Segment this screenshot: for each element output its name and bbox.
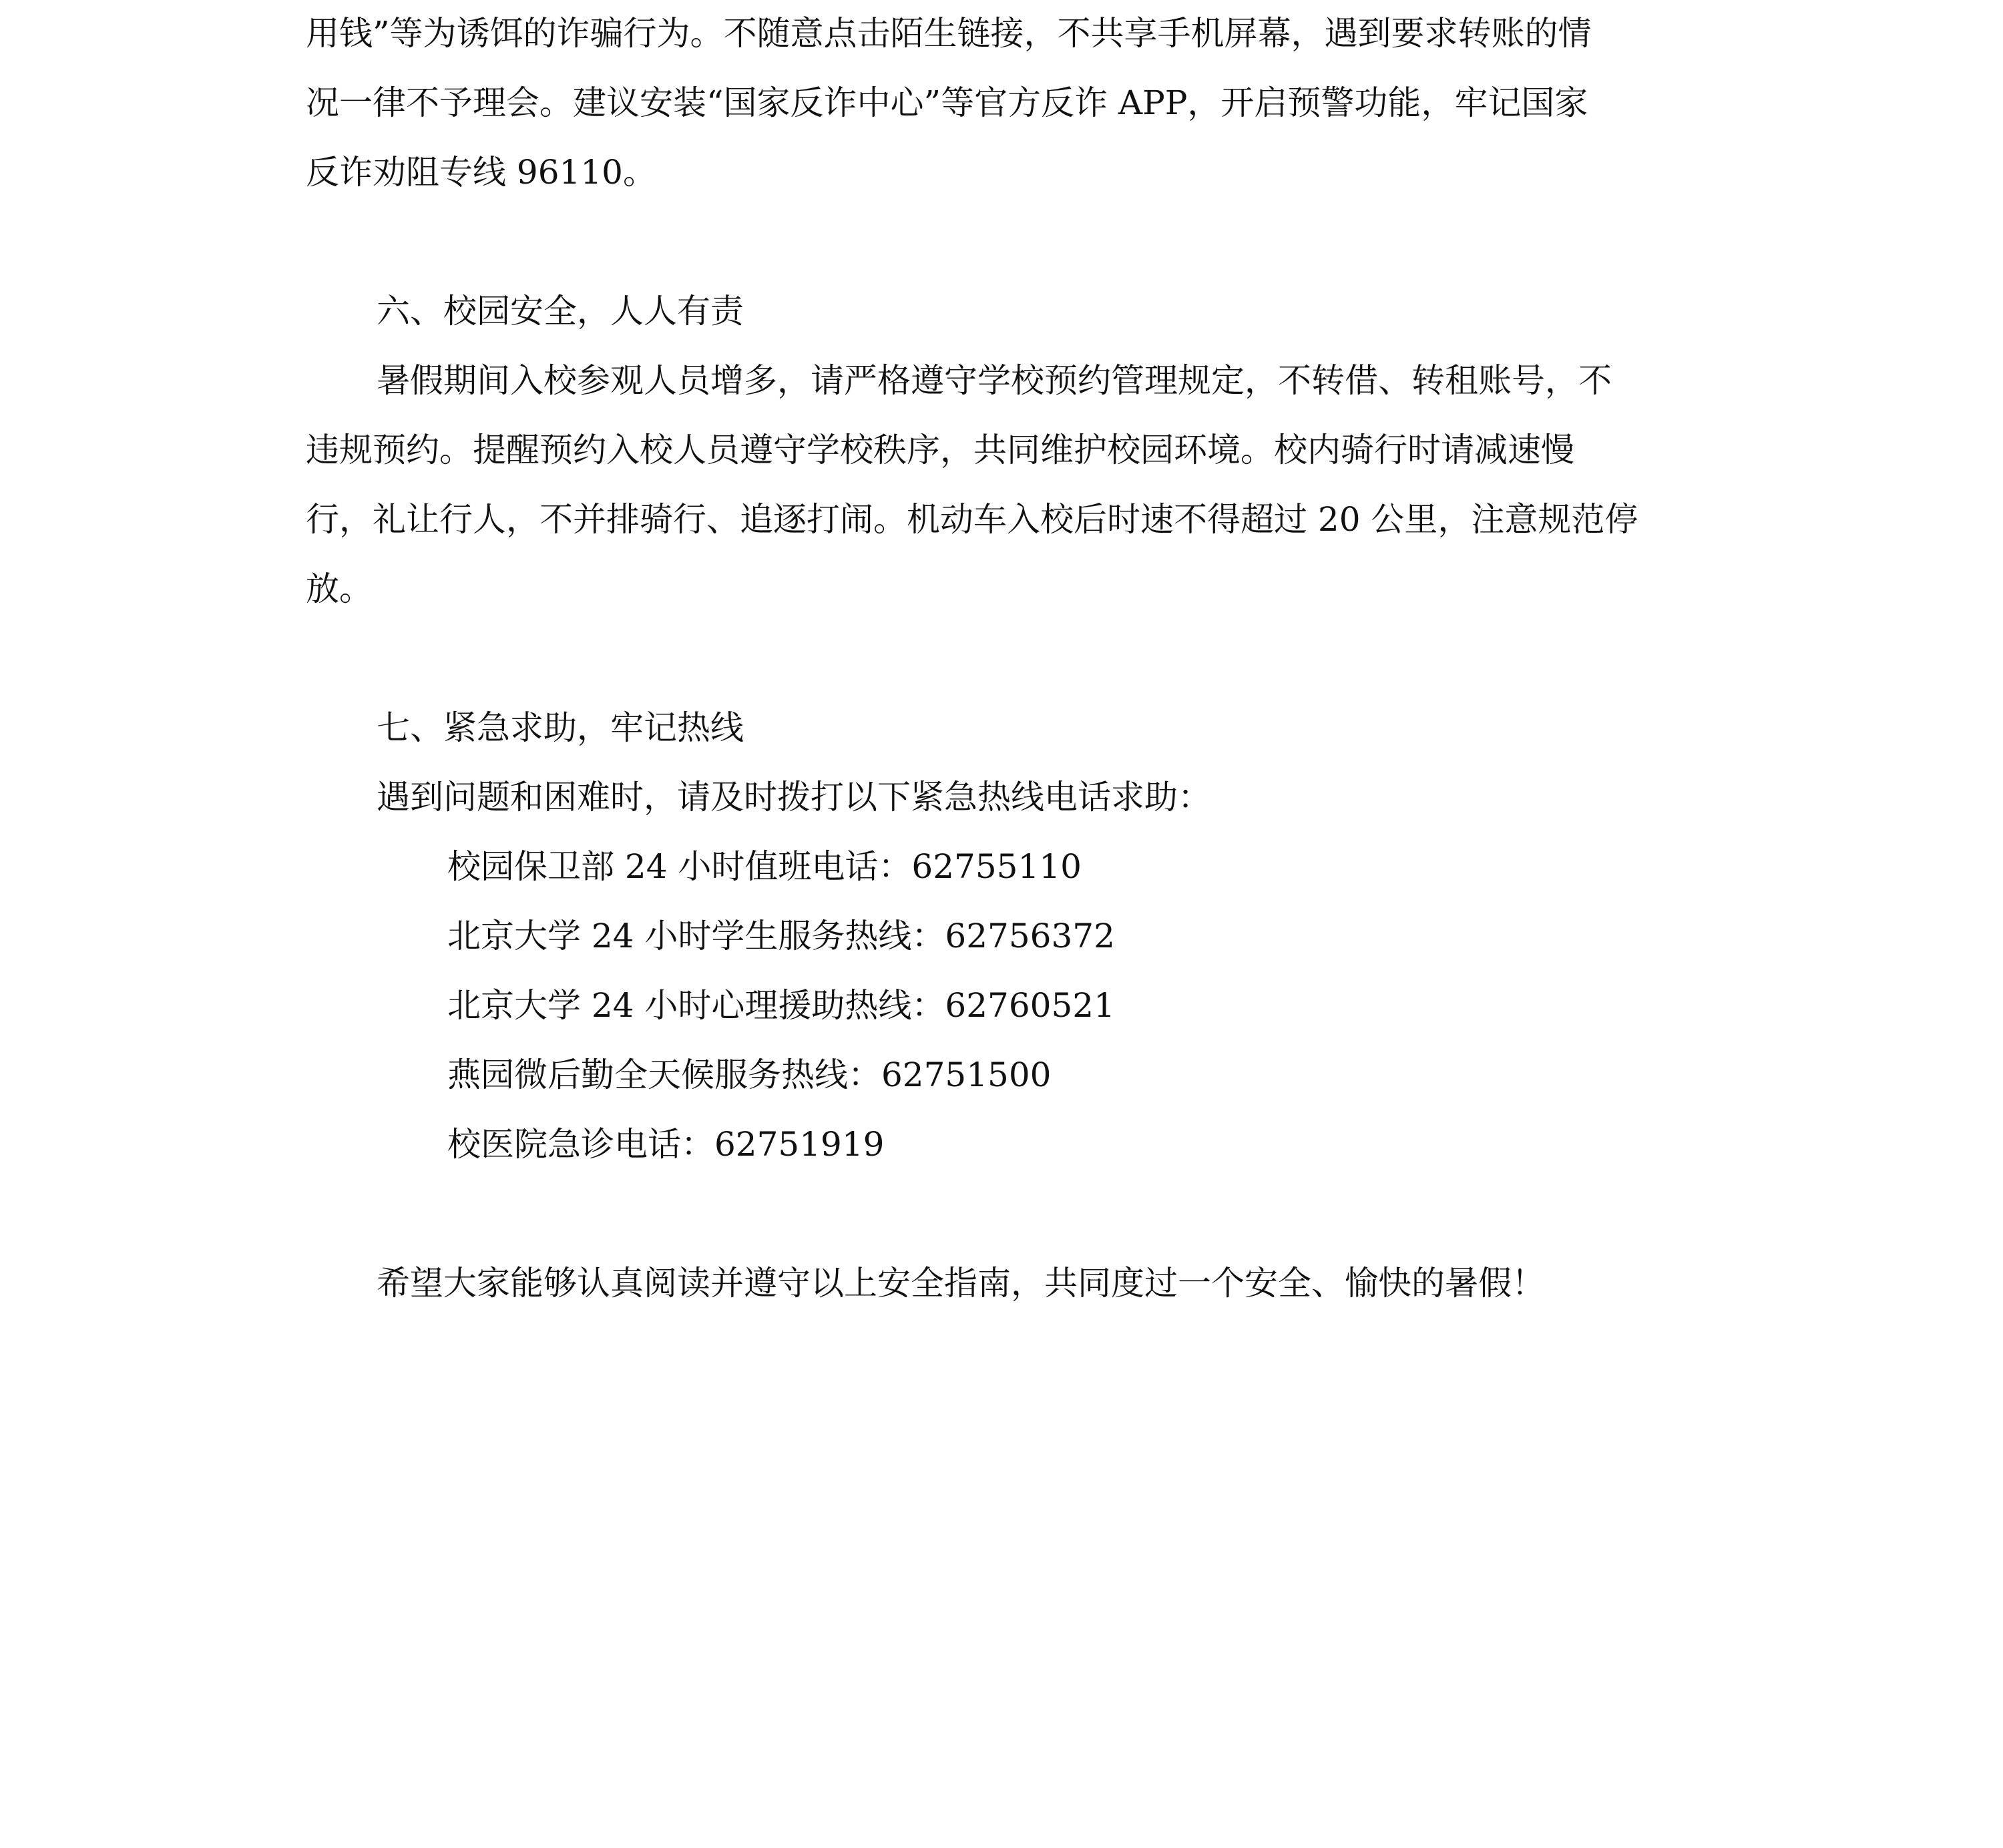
hotline-intro: 遇到问题和困难时，请及时拨打以下紧急热线电话求助：	[377, 778, 1211, 817]
section-heading-campus-safety: 六、校园安全，人人有责	[377, 292, 744, 330]
closing-statement: 希望大家能够认真阅读并遵守以上安全指南，共同度过一个安全、愉快的暑假！	[377, 1264, 1545, 1303]
hotline-item: 校园保卫部 24 小时值班电话：62755110	[447, 847, 1082, 886]
hotline-item: 北京大学 24 小时学生服务热线：62756372	[447, 917, 1115, 955]
paragraph-line: 况一律不予理会。建议安装“国家反诈中心”等官方反诈 APP，开启预警功能，牢记国家	[306, 83, 1588, 122]
section-heading-emergency: 七、紧急求助，牢记热线	[377, 708, 744, 747]
paragraph-line: 反诈劝阻专线 96110。	[306, 153, 656, 192]
paragraph-line: 用钱”等为诱饵的诈骗行为。不随意点击陌生链接，不共享手机屏幕，遇到要求转账的情	[306, 14, 1592, 53]
hotline-item: 校医院急诊电话：62751919	[447, 1125, 885, 1164]
paragraph-line: 违规预约。提醒预约入校人员遵守学校秩序，共同维护校园环境。校内骑行时请减速慢	[306, 431, 1574, 469]
hotline-item: 燕园微后勤全天候服务热线：62751500	[447, 1056, 1052, 1094]
paragraph-line: 行，礼让行人，不并排骑行、追逐打闹。机动车入校后时速不得超过 20 公里，注意规范停	[306, 500, 1638, 539]
hotline-item: 北京大学 24 小时心理援助热线：62760521	[447, 986, 1115, 1025]
paragraph-line: 放。	[306, 569, 373, 608]
paragraph-line: 暑假期间入校参观人员增多，请严格遵守学校预约管理规定，不转借、转租账号，不	[377, 361, 1612, 400]
